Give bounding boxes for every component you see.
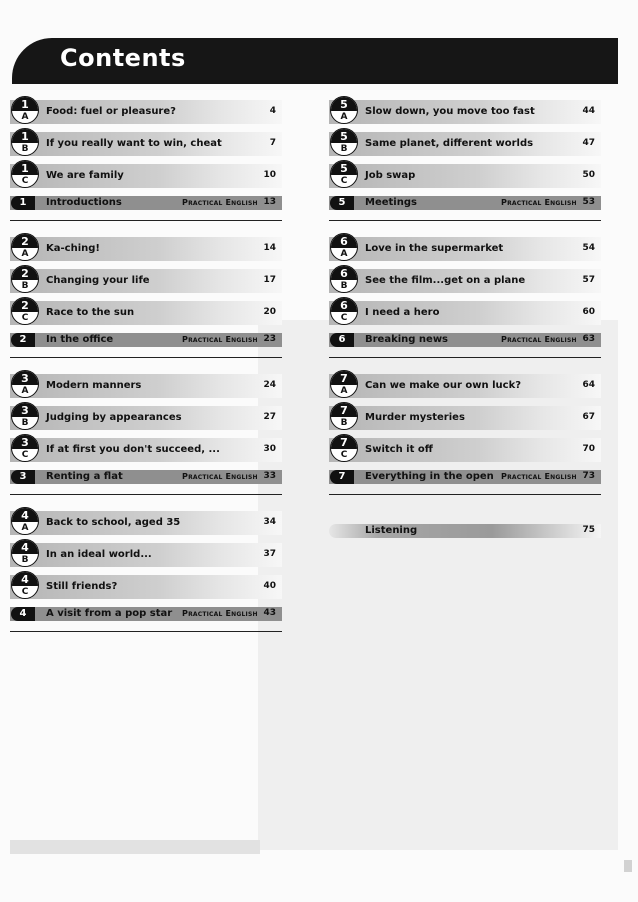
unit-block-3 <box>10 374 282 495</box>
unit-badge: 6 <box>330 333 354 347</box>
lesson-row[interactable] <box>10 543 282 567</box>
lesson-letter: B <box>21 417 29 428</box>
lesson-title: Introductions <box>46 197 122 208</box>
unit-badge <box>330 297 358 325</box>
practical-english-tag: Practical English <box>501 335 577 344</box>
practical-english-row[interactable] <box>10 470 282 484</box>
lesson-title: Murder mysteries <box>365 412 465 423</box>
lesson-row[interactable] <box>10 406 282 430</box>
scroll-indicator <box>624 860 632 872</box>
lesson-title: Meetings <box>365 197 417 208</box>
lesson-row[interactable] <box>10 301 282 325</box>
page-number: 20 <box>263 307 276 317</box>
page-number: 50 <box>582 170 595 180</box>
unit-number: 2 <box>12 266 38 280</box>
unit-number: 2 <box>12 234 38 248</box>
lesson-row[interactable] <box>329 132 601 156</box>
unit-badge: 3 <box>11 470 35 484</box>
unit-divider <box>329 220 601 221</box>
unit-badge <box>330 402 358 430</box>
lesson-title: In the office <box>46 334 114 345</box>
lesson-letter: A <box>340 111 348 122</box>
lesson-letter: A <box>340 248 348 259</box>
lesson-letter: A <box>21 111 29 122</box>
unit-number: 7 <box>331 371 357 385</box>
page-number: 54 <box>582 243 595 253</box>
unit-number: 1 <box>12 129 38 143</box>
unit-number: 1 <box>12 161 38 175</box>
lesson-title: I need a hero <box>365 307 440 318</box>
unit-number: 3 <box>12 435 38 449</box>
page-number: 67 <box>582 412 595 422</box>
lesson-row[interactable] <box>10 575 282 599</box>
page-number: 34 <box>263 517 276 527</box>
lesson-title: Breaking news <box>365 334 449 345</box>
unit-number: 7 <box>331 435 357 449</box>
practical-english-tag: Practical English <box>182 198 258 207</box>
lesson-title: Race to the sun <box>46 307 135 318</box>
lesson-letter: B <box>340 280 348 291</box>
lesson-title: Love in the supermarket <box>365 243 504 254</box>
lesson-letter: B <box>21 554 29 565</box>
lesson-letter: C <box>21 312 29 323</box>
unit-number: 5 <box>331 161 357 175</box>
lesson-row[interactable] <box>329 164 601 188</box>
unit-badge <box>11 539 39 567</box>
unit-badge <box>11 402 39 430</box>
unit-divider <box>10 494 282 495</box>
lesson-letter: A <box>21 522 29 533</box>
lesson-row[interactable] <box>10 132 282 156</box>
lesson-row[interactable] <box>10 237 282 261</box>
lesson-row[interactable] <box>329 237 601 261</box>
unit-badge <box>11 265 39 293</box>
unit-number: 6 <box>331 266 357 280</box>
unit-badge: 2 <box>11 333 35 347</box>
lesson-letter: A <box>340 385 348 396</box>
unit-badge: 1 <box>11 196 35 210</box>
lesson-letter: C <box>21 586 29 597</box>
unit-badge: 7 <box>330 470 354 484</box>
unit-number: 2 <box>12 298 38 312</box>
lesson-title: See the film...get on a plane <box>365 275 526 286</box>
page-number: 60 <box>582 307 595 317</box>
lesson-title: Modern manners <box>46 380 142 391</box>
unit-number: 6 <box>331 298 357 312</box>
practical-english-row[interactable] <box>329 470 601 484</box>
lesson-title: A visit from a pop star <box>46 608 173 619</box>
lesson-row[interactable] <box>329 406 601 430</box>
lesson-title: Can we make our own luck? <box>365 380 522 391</box>
page-number: 53 <box>582 197 595 207</box>
unit-number: 4 <box>12 508 38 522</box>
lesson-title: Same planet, different worlds <box>365 138 534 149</box>
lesson-row[interactable] <box>10 100 282 124</box>
unit-number: 3 <box>12 403 38 417</box>
unit-badge <box>330 160 358 188</box>
unit-block-1 <box>10 100 282 221</box>
unit-block-6 <box>329 237 601 358</box>
page-number: 23 <box>263 334 276 344</box>
lesson-row[interactable] <box>329 438 601 462</box>
practical-english-tag: Practical English <box>501 472 577 481</box>
unit-number: 4 <box>12 540 38 554</box>
listening-page-number: 75 <box>582 525 595 535</box>
unit-badge: 5 <box>330 196 354 210</box>
page-number: 10 <box>263 170 276 180</box>
lesson-title: Changing your life <box>46 275 150 286</box>
practical-english-tag: Practical English <box>182 335 258 344</box>
practical-english-row[interactable] <box>10 196 282 210</box>
unit-number: 6 <box>331 234 357 248</box>
page-number: 64 <box>582 380 595 390</box>
lesson-row[interactable] <box>329 374 601 398</box>
unit-block-2 <box>10 237 282 358</box>
unit-badge <box>11 370 39 398</box>
page-number: 70 <box>582 444 595 454</box>
lesson-letter: B <box>340 417 348 428</box>
unit-block-7 <box>329 374 601 495</box>
unit-divider <box>10 357 282 358</box>
unit-badge <box>11 297 39 325</box>
lesson-row[interactable] <box>10 164 282 188</box>
page-number: 14 <box>263 243 276 253</box>
unit-number: 3 <box>12 371 38 385</box>
lesson-title: Everything in the open <box>365 471 494 482</box>
page-title: Contents <box>60 44 186 72</box>
lesson-letter: A <box>21 248 29 259</box>
lesson-title: Still friends? <box>46 581 118 592</box>
page-number: 47 <box>582 138 595 148</box>
practical-english-row[interactable] <box>329 333 601 347</box>
unit-block-4 <box>10 511 282 632</box>
lesson-row[interactable] <box>10 374 282 398</box>
right-column <box>329 100 601 511</box>
page-number: 44 <box>582 106 595 116</box>
practical-english-row[interactable] <box>10 333 282 347</box>
unit-badge: 4 <box>11 607 35 621</box>
unit-badge <box>11 571 39 599</box>
unit-divider <box>329 494 601 495</box>
unit-block-5 <box>329 100 601 221</box>
lesson-title: In an ideal world... <box>46 549 152 560</box>
lesson-letter: C <box>21 175 29 186</box>
unit-divider <box>10 220 282 221</box>
page-number: 7 <box>269 138 276 148</box>
lesson-row[interactable] <box>10 511 282 535</box>
lesson-letter: B <box>21 143 29 154</box>
unit-number: 5 <box>331 129 357 143</box>
practical-english-row[interactable] <box>329 196 601 210</box>
lesson-letter: B <box>340 143 348 154</box>
lesson-letter: C <box>340 449 348 460</box>
unit-number: 4 <box>12 572 38 586</box>
practical-english-tag: Practical English <box>182 609 258 618</box>
unit-badge <box>11 507 39 535</box>
unit-badge <box>11 96 39 124</box>
unit-number: 1 <box>12 97 38 111</box>
page-number: 37 <box>263 549 276 559</box>
unit-number: 5 <box>331 97 357 111</box>
listening-title: Listening <box>365 525 418 536</box>
unit-badge <box>11 233 39 261</box>
lesson-row[interactable] <box>329 100 601 124</box>
lesson-title: If you really want to win, cheat <box>46 138 222 149</box>
lesson-title: Food: fuel or pleasure? <box>46 106 176 117</box>
lesson-letter: C <box>340 312 348 323</box>
page-number: 13 <box>263 197 276 207</box>
page-number: 57 <box>582 275 595 285</box>
lesson-title: Ka-ching! <box>46 243 100 254</box>
lesson-letter: C <box>340 175 348 186</box>
page-number: 24 <box>263 380 276 390</box>
lesson-letter: B <box>21 280 29 291</box>
bleed-through-strip <box>10 840 260 854</box>
page-number: 33 <box>263 471 276 481</box>
lesson-title: Slow down, you move too fast <box>365 106 535 117</box>
page-number: 73 <box>582 471 595 481</box>
practical-english-tag: Practical English <box>182 472 258 481</box>
unit-badge <box>11 434 39 462</box>
lesson-row[interactable] <box>10 269 282 293</box>
lesson-title: Switch it off <box>365 444 433 455</box>
unit-badge <box>330 233 358 261</box>
unit-badge <box>11 128 39 156</box>
lesson-title: Back to school, aged 35 <box>46 517 181 528</box>
lesson-title: Job swap <box>365 170 416 181</box>
unit-divider <box>10 631 282 632</box>
page-number: 63 <box>582 334 595 344</box>
unit-badge <box>330 434 358 462</box>
unit-divider <box>329 357 601 358</box>
left-column <box>10 100 282 648</box>
lesson-title: Renting a flat <box>46 471 123 482</box>
unit-badge <box>11 160 39 188</box>
page-number: 43 <box>263 608 276 618</box>
lesson-letter: C <box>21 449 29 460</box>
page-number: 17 <box>263 275 276 285</box>
lesson-row[interactable] <box>329 301 601 325</box>
listening-row[interactable] <box>329 524 601 538</box>
lesson-title: If at first you don't succeed, ... <box>46 444 220 455</box>
lesson-title: Judging by appearances <box>46 412 182 423</box>
unit-badge <box>330 265 358 293</box>
page-number: 27 <box>263 412 276 422</box>
practical-english-row[interactable] <box>10 607 282 621</box>
page-number: 4 <box>269 106 276 116</box>
lesson-row[interactable] <box>10 438 282 462</box>
page-number: 30 <box>263 444 276 454</box>
unit-badge <box>330 128 358 156</box>
unit-badge <box>330 370 358 398</box>
page-number: 40 <box>263 581 276 591</box>
unit-number: 7 <box>331 403 357 417</box>
lesson-title: We are family <box>46 170 124 181</box>
lesson-letter: A <box>21 385 29 396</box>
lesson-row[interactable] <box>329 269 601 293</box>
unit-badge <box>330 96 358 124</box>
contents-header <box>12 38 618 84</box>
practical-english-tag: Practical English <box>501 198 577 207</box>
